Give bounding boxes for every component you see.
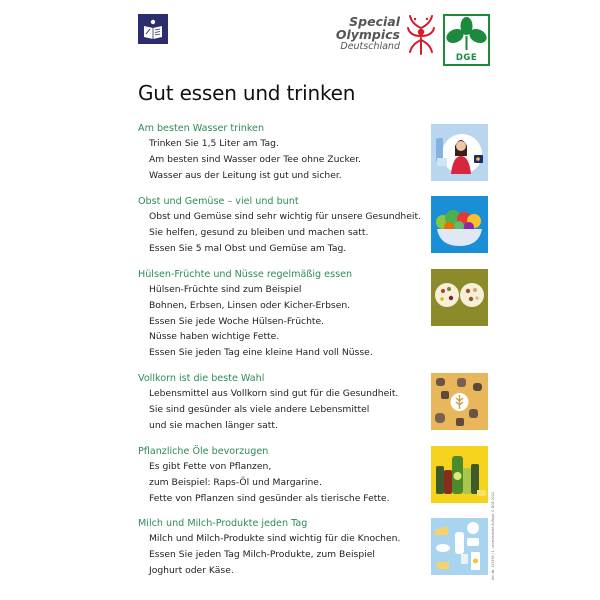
section-line: Hülsen-Früchte sind zum Beispiel bbox=[149, 284, 302, 295]
easy-language-logo bbox=[138, 14, 168, 44]
section-fruit-vegetables bbox=[138, 195, 428, 256]
section-line: Obst und Gemüse sind sehr wichtig für unsere Gesundheit. bbox=[149, 211, 421, 222]
section-dairy bbox=[138, 517, 428, 578]
special-olympics-wordmark: Special Olympics Deutschland bbox=[335, 14, 400, 52]
special-olympics-logo-icon bbox=[406, 14, 436, 58]
section-wholegrain bbox=[138, 372, 428, 433]
section-legumes-nuts bbox=[138, 268, 428, 361]
print-info-vertical: Art.-Nr. 123456 | 1. unveränderte Auflage © DGE 2024 bbox=[491, 492, 495, 580]
wholegrain-illustration bbox=[431, 373, 488, 430]
easy-language-icon bbox=[142, 18, 164, 40]
section-water bbox=[138, 122, 428, 183]
section-line: Am besten sind Wasser oder Tee ohne Zucker. bbox=[149, 153, 361, 165]
section-line: Essen Sie jeden Tag Milch-Produkte, zum Beispiel bbox=[149, 548, 375, 560]
dge-leaf-icon bbox=[445, 16, 488, 54]
section-heading: Vollkorn ist die beste Wahl bbox=[138, 373, 265, 384]
section-heading: Milch und Milch-Produkte jeden Tag bbox=[138, 518, 308, 529]
dairy-illustration bbox=[431, 518, 488, 575]
section-line: Nüsse haben wichtige Fette. bbox=[149, 331, 280, 343]
section-line: Essen Sie jede Woche Hülsen-Früchte. bbox=[149, 315, 325, 327]
section-line: Bohnen, Erbsen, Linsen oder Kicher-Erbsen. bbox=[149, 299, 351, 311]
section-line: Sie sind gesünder als viele andere Lebensmittel bbox=[149, 403, 370, 415]
section-line: Es gibt Fette von Pflanzen, bbox=[149, 461, 272, 472]
section-line: Sie helfen, gesund zu bleiben und machen satt. bbox=[149, 226, 369, 238]
section-line: Wasser aus der Leitung ist gut und sicher. bbox=[149, 169, 342, 181]
section-line: Essen Sie 5 mal Obst und Gemüse am Tag. bbox=[149, 242, 347, 254]
salad-bowl-illustration bbox=[431, 196, 488, 253]
page-title: Gut essen und trinken bbox=[138, 81, 356, 105]
legumes-nuts-illustration bbox=[431, 269, 488, 326]
section-heading: Obst und Gemüse – viel und bunt bbox=[138, 196, 299, 207]
dge-label: DGE bbox=[455, 53, 478, 63]
section-line: Trinken Sie 1,5 Liter am Tag. bbox=[149, 138, 279, 149]
water-drinking-illustration bbox=[431, 124, 488, 181]
section-heading: Am besten Wasser trinken bbox=[138, 123, 265, 134]
section-line: Lebensmittel aus Vollkorn sind gut für die Gesundheit. bbox=[149, 388, 399, 399]
dge-logo bbox=[443, 14, 490, 66]
plant-oils-illustration bbox=[431, 446, 488, 503]
section-line: Joghurt oder Käse. bbox=[149, 564, 234, 576]
section-heading: Pflanzliche Öle bevorzugen bbox=[138, 446, 269, 457]
section-plant-oils bbox=[138, 445, 428, 506]
section-line: Milch und Milch-Produkte sind wichtig für die Knochen. bbox=[149, 533, 401, 544]
section-line: und sie machen länger satt. bbox=[149, 419, 278, 431]
section-line: zum Beispiel: Raps-Öl und Margarine. bbox=[149, 476, 322, 488]
section-heading: Hülsen-Früchte und Nüsse regelmäßig essen bbox=[138, 269, 353, 280]
section-line: Essen Sie jeden Tag eine kleine Hand voll Nüsse. bbox=[149, 347, 373, 359]
section-line: Fette von Pflanzen sind gesünder als tierische Fette. bbox=[149, 492, 390, 504]
